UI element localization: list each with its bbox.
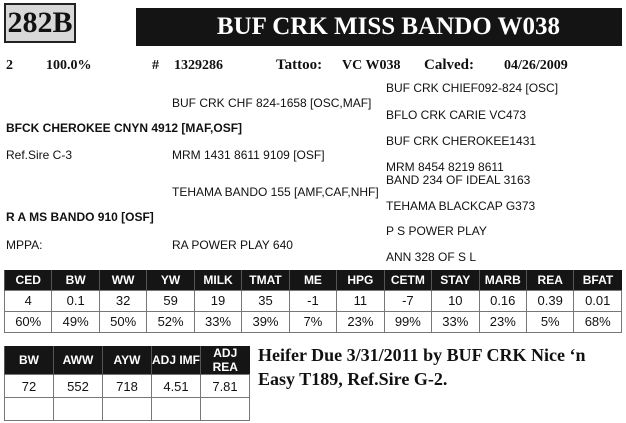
epd-header-row (5, 270, 622, 290)
measures-empty-row (5, 398, 250, 421)
grandparent-1: BUF CRK CHIEF092-824 [OSC] (386, 81, 559, 95)
epd-header-hpg: HPG (337, 270, 384, 290)
measures-empty-cell (54, 398, 103, 421)
mppa-label: MPPA: (6, 238, 43, 252)
epd-header-bfat: BFAT (574, 270, 622, 290)
ref-sire: Ref.Sire C-3 (6, 148, 73, 162)
epd-value-cell: 19 (194, 290, 241, 311)
epd-header-ww: WW (99, 270, 146, 290)
epd-accuracy-cell: 50% (99, 311, 146, 332)
epd-accuracy-cell: 23% (479, 311, 526, 332)
epd-value-cell: 11 (337, 290, 384, 311)
epd-accuracy-row (5, 311, 622, 332)
grandparent-6: TEHAMA BLACKCAP G373 (386, 199, 536, 213)
epd-accuracy-cell: 5% (526, 311, 573, 332)
epd-header-yw: YW (147, 270, 194, 290)
grandparent-5: BAND 234 OF IDEAL 3163 (386, 173, 531, 187)
measures-value-row (5, 375, 250, 398)
epd-value-cell: -7 (384, 290, 431, 311)
epd-value-cell: 59 (147, 290, 194, 311)
animal-name-banner: BUF CRK MISS BANDO W038 (136, 8, 622, 46)
epd-header-bw: BW (52, 270, 99, 290)
tattoo-label: Tattoo: (276, 57, 323, 73)
hash-symbol: # (152, 58, 159, 73)
measures-empty-cell (152, 398, 201, 421)
epd-value-cell: 4 (5, 290, 52, 311)
epd-header-rea: REA (526, 270, 573, 290)
epd-header-ced: CED (5, 270, 52, 290)
epd-accuracy-cell: 99% (384, 311, 431, 332)
grandparent-7: P S POWER PLAY (386, 224, 487, 238)
measures-header-bw: BW (5, 346, 54, 375)
calved-label: Calved: (424, 57, 474, 73)
grandparent-4: MRM 8454 8219 8611 (386, 160, 504, 174)
epd-accuracy-cell: 33% (194, 311, 241, 332)
epd-value-cell: 10 (432, 290, 479, 311)
measures-value-cell: 4.51 (152, 375, 201, 398)
epd-value-cell: 35 (242, 290, 289, 311)
epd-value-cell: 0.16 (479, 290, 526, 311)
epd-header-milk: MILK (194, 270, 241, 290)
dam-sire: TEHAMA BANDO 155 [AMF,CAF,NHF] (172, 185, 379, 199)
epd-accuracy-cell: 23% (337, 311, 384, 332)
epd-header-stay: STAY (432, 270, 479, 290)
measures-empty-cell (103, 398, 152, 421)
dam-dam: RA POWER PLAY 640 (172, 238, 293, 252)
epd-accuracy-cell: 49% (52, 311, 99, 332)
measures-header-aww: AWW (54, 346, 103, 375)
sire-dam: MRM 1431 8611 9109 [OSF] (172, 148, 325, 162)
epd-accuracy-cell: 60% (5, 311, 52, 332)
measures-empty-cell (5, 398, 54, 421)
grandparent-8: ANN 328 OF S L (386, 250, 477, 264)
measures-value-cell: 718 (103, 375, 152, 398)
epd-value-cell: 0.39 (526, 290, 573, 311)
epd-header-tmat: TMAT (242, 270, 289, 290)
measures-value-cell: 7.81 (201, 375, 250, 398)
measures-header-adj-imf: ADJ IMF (152, 346, 201, 375)
epd-header-me: ME (289, 270, 336, 290)
measures-header-adj-rea: ADJ REA (201, 346, 250, 375)
epd-header-cetm: CETM (384, 270, 431, 290)
epd-value-cell: 0.1 (52, 290, 99, 311)
lot-number: 282B (4, 3, 76, 43)
grandparent-3: BUF CRK CHEROKEE1431 (386, 134, 537, 148)
count: 2 (6, 58, 13, 73)
epd-accuracy-cell: 33% (432, 311, 479, 332)
registration-number: 1329286 (174, 58, 223, 73)
epd-header-marb: MARB (479, 270, 526, 290)
epd-accuracy-cell: 39% (242, 311, 289, 332)
measures-header-ayw: AYW (103, 346, 152, 375)
dam: R A MS BANDO 910 [OSF] (6, 210, 154, 224)
measures-header-row (5, 346, 250, 375)
epd-value-row (5, 290, 622, 311)
measures-value-cell: 72 (5, 375, 54, 398)
percent: 100.0% (46, 58, 92, 73)
epd-accuracy-cell: 7% (289, 311, 336, 332)
tattoo: VC W038 (342, 58, 401, 73)
epd-value-cell: 0.01 (574, 290, 622, 311)
epd-accuracy-cell: 52% (147, 311, 194, 332)
epd-table (4, 270, 622, 333)
epd-value-cell: 32 (99, 290, 146, 311)
calved-date: 04/26/2009 (504, 58, 568, 73)
grandparent-2: BFLO CRK CARIE VC473 (386, 108, 527, 122)
measures-table (4, 346, 250, 421)
sire: BFCK CHEROKEE CNYN 4912 [MAF,OSF] (6, 121, 243, 135)
measures-empty-cell (201, 398, 250, 421)
epd-value-cell: -1 (289, 290, 336, 311)
epd-accuracy-cell: 68% (574, 311, 622, 332)
breeding-note: Heifer Due 3/31/2011 by BUF CRK Nice ‘n Easy T189, Ref.Sire G-2. (258, 345, 586, 389)
measures-value-cell: 552 (54, 375, 103, 398)
sire-sire: BUF CRK CHF 824-1658 [OSC,MAF] (172, 96, 372, 110)
